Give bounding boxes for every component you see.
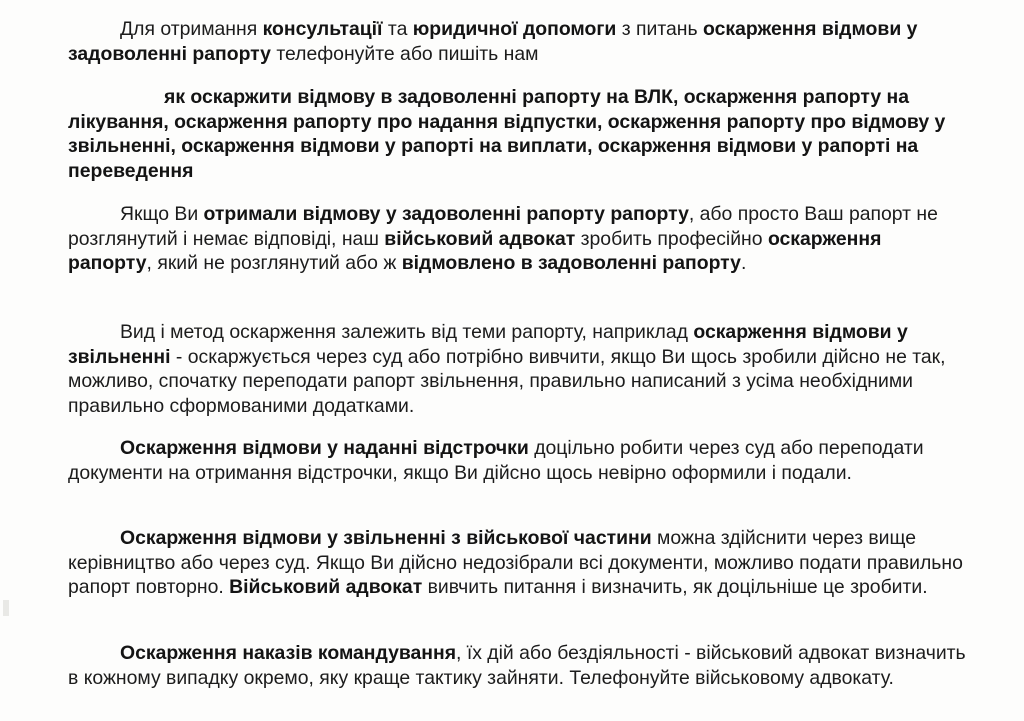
bold-run: , <box>170 135 182 158</box>
text-run: та <box>382 18 413 40</box>
bold-run: Оскарження відмови у звільненні з військової частини <box>120 527 652 549</box>
text-run: Вид і метод оскарження залежить від теми рапорту, наприклад <box>120 321 694 343</box>
bold-run: оскарження рапорту <box>68 227 882 275</box>
text-run: - оскаржується через суд або потрібно вивчити, якщо Ви щось зробили дійсно не так, можливо, спочатку переподати рапорт звільнення, правильно написаний з усіма необхідними правильно сформованими додатками. <box>68 345 946 417</box>
bold-run: Військовий адвокат <box>229 576 423 599</box>
text-run: зробить професійно <box>575 227 768 250</box>
bold-run: , <box>587 135 598 158</box>
orders-paragraph <box>68 641 968 690</box>
bold-run: оскарження відмови у рапорті на переведення <box>68 135 919 182</box>
bold-run: отримали відмову у задоволенні рапорту рапорту <box>203 203 689 225</box>
bold-run: оскарження рапорту про надання відпустки <box>174 110 597 133</box>
text-run: Для отримання <box>120 18 263 40</box>
text-run: з питань <box>616 18 703 40</box>
text-run: Якщо Ви <box>120 203 204 225</box>
text-run: . <box>740 252 747 275</box>
dismissal-paragraph <box>68 526 968 600</box>
text-run: , або просто Ваш рапорт не розглянутий і немає відповіді, наш <box>68 203 938 250</box>
bold-run: оскарження відмови у звільненні <box>68 321 908 368</box>
bold-run: , <box>163 110 175 133</box>
bold-run: відмовлено в задоволенні рапорту <box>401 252 741 275</box>
topics-paragraph <box>68 85 968 183</box>
text-run: , їх дій або бездіяльності - військовий адвокат визначить в кожному випадку окремо, яку краще тактику зайняти. Телефонуйте військовому адвокату. <box>68 642 966 689</box>
text-run: , який не розглянутий або ж <box>146 252 402 275</box>
scan-edge-mark <box>3 600 9 616</box>
bold-run: військовий адвокат <box>384 227 576 250</box>
bold-run: як оскаржити відмову в задоволенні рапорту на ВЛК <box>164 86 673 108</box>
bold-run: оскарження рапорту про відмову у звільненні <box>68 110 946 158</box>
text-run: вивчить питання і визначить, як доцільніше це зробити. <box>422 576 928 599</box>
bold-run: юридичної допомоги <box>412 18 617 40</box>
bold-run: оскарження рапорту на лікування <box>68 86 910 133</box>
bold-run: оскарження відмови у задоволенні рапорту <box>68 18 918 65</box>
intro-paragraph <box>68 17 948 66</box>
method-paragraph <box>68 320 968 418</box>
bold-run: , <box>597 110 608 133</box>
bold-run: оскарження відмови у рапорті на виплати <box>181 135 588 158</box>
text-run: можна здійснити через вище керівництво або через суд. Якщо Ви дійсно недозібрали всі документи, можливо подати правильно рапорт повторно. <box>68 527 963 599</box>
bold-run: консультації <box>262 18 383 40</box>
bold-run: Оскарження наказів командування <box>120 642 457 664</box>
text-run: доцільно робити через суд або переподати документи на отримання відстрочки, якщо Ви дійсно щось невірно оформили і подали. <box>68 437 924 484</box>
deferral-paragraph <box>68 436 968 485</box>
text-run: телефонуйте або пишіть нам <box>270 42 539 65</box>
bold-run: Оскарження відмови у наданні відстрочки <box>120 437 529 459</box>
refusal-paragraph <box>68 202 968 276</box>
bold-run: , <box>672 86 684 108</box>
